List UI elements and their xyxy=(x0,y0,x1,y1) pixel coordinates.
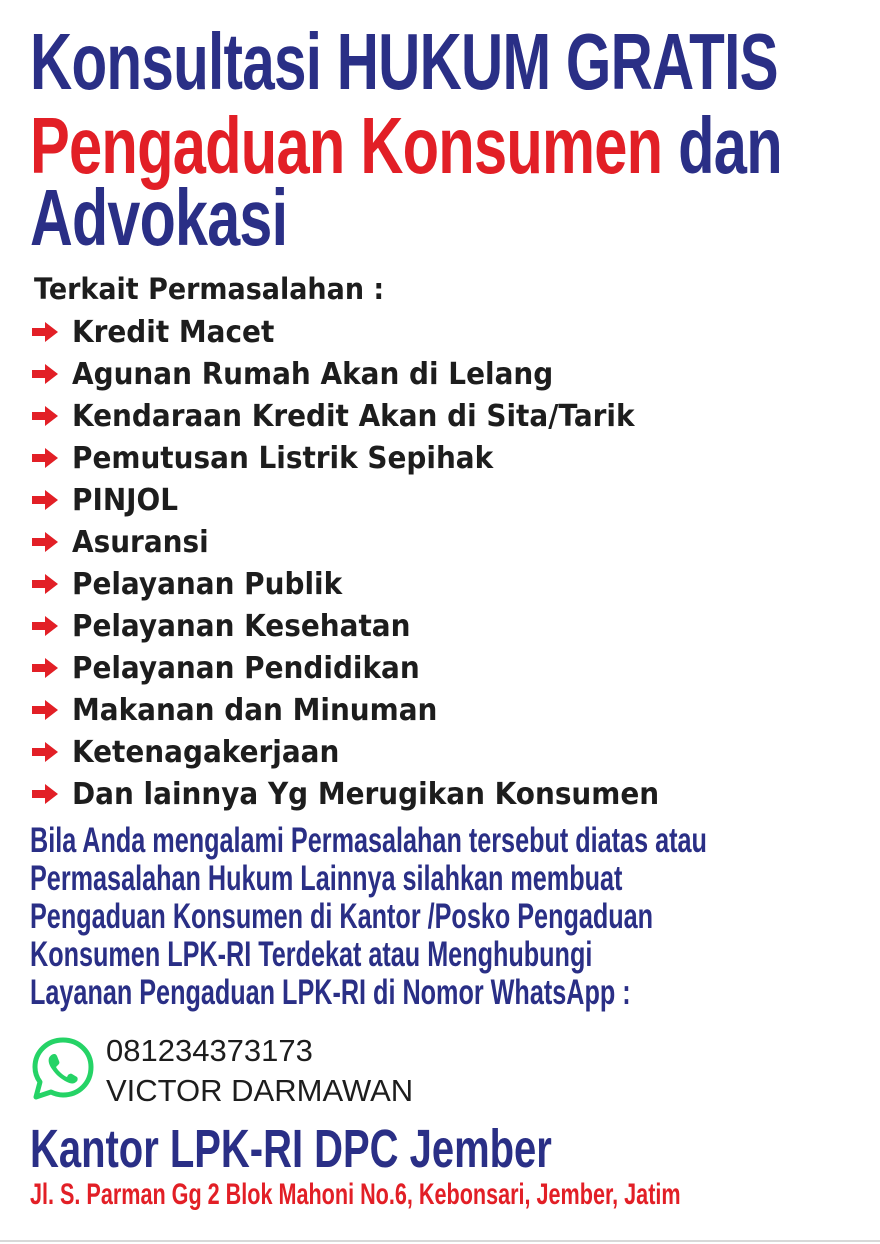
issues-intro: Terkait Permasalahan : xyxy=(34,272,385,306)
issue-label: Dan lainnya Yg Merugikan Konsumen xyxy=(72,776,660,812)
list-item xyxy=(30,479,703,521)
list-item xyxy=(30,395,703,437)
list-item xyxy=(30,773,703,815)
arrow-right-icon xyxy=(30,363,60,385)
office-name: Kantor LPK-RI DPC Jember xyxy=(30,1119,552,1179)
paragraph-line: Bila Anda mengalami Permasalahan tersebut diatas atau xyxy=(30,821,707,860)
issue-label: Asuransi xyxy=(72,524,209,560)
issue-label: Pelayanan Kesehatan xyxy=(72,608,411,644)
arrow-right-icon xyxy=(30,447,60,469)
contact-name: VICTOR DARMAWAN xyxy=(106,1073,414,1108)
issue-label: Pelayanan Pendidikan xyxy=(72,650,420,686)
headline-red-part: Pengaduan Konsumen xyxy=(30,101,663,190)
list-item xyxy=(30,605,703,647)
whatsapp-icon xyxy=(30,1036,96,1102)
issue-label: Makanan dan Minuman xyxy=(72,692,438,728)
headline-line-1: Konsultasi HUKUM GRATIS xyxy=(30,17,778,106)
arrow-right-icon xyxy=(30,699,60,721)
paragraph-line: Pengaduan Konsumen di Kantor /Posko Pengaduan xyxy=(30,897,654,936)
arrow-right-icon xyxy=(30,615,60,637)
paragraph-line: Layanan Pengaduan LPK-RI di Nomor WhatsApp : xyxy=(30,973,631,1012)
arrow-right-icon xyxy=(30,573,60,595)
arrow-right-icon xyxy=(30,531,60,553)
arrow-right-icon xyxy=(30,657,60,679)
arrow-right-icon xyxy=(30,489,60,511)
headline-blue-part: dan xyxy=(662,101,782,190)
issue-label: PINJOL xyxy=(72,482,179,518)
paragraph-line: Konsumen LPK-RI Terdekat atau Menghubungi xyxy=(30,935,593,974)
office-address: Jl. S. Parman Gg 2 Blok Mahoni No.6, Kebonsari, Jember, Jatim xyxy=(30,1178,681,1211)
list-item xyxy=(30,563,703,605)
headline-line-3: Advokasi xyxy=(30,173,288,262)
issue-label: Pelayanan Publik xyxy=(72,566,343,602)
arrow-right-icon xyxy=(30,321,60,343)
issue-label: Agunan Rumah Akan di Lelang xyxy=(72,356,554,392)
arrow-right-icon xyxy=(30,405,60,427)
list-item xyxy=(30,521,703,563)
list-item xyxy=(30,647,703,689)
list-item xyxy=(30,311,703,353)
issue-label: Kredit Macet xyxy=(72,314,275,350)
contact-details xyxy=(106,1031,413,1111)
arrow-right-icon xyxy=(30,741,60,763)
issue-label: Pemutusan Listrik Sepihak xyxy=(72,440,494,476)
arrow-right-icon xyxy=(30,783,60,805)
list-item xyxy=(30,689,703,731)
issues-list xyxy=(30,311,703,815)
paragraph-line: Permasalahan Hukum Lainnya silahkan membuat xyxy=(30,859,623,898)
list-item xyxy=(30,437,703,479)
phone-number[interactable]: 081234373173 xyxy=(106,1033,313,1068)
call-to-action-paragraph xyxy=(30,821,707,1012)
issue-label: Kendaraan Kredit Akan di Sita/Tarik xyxy=(72,398,635,434)
issue-label: Ketenagakerjaan xyxy=(72,734,340,770)
bottom-divider xyxy=(0,1240,880,1242)
list-item xyxy=(30,731,703,773)
list-item xyxy=(30,353,703,395)
